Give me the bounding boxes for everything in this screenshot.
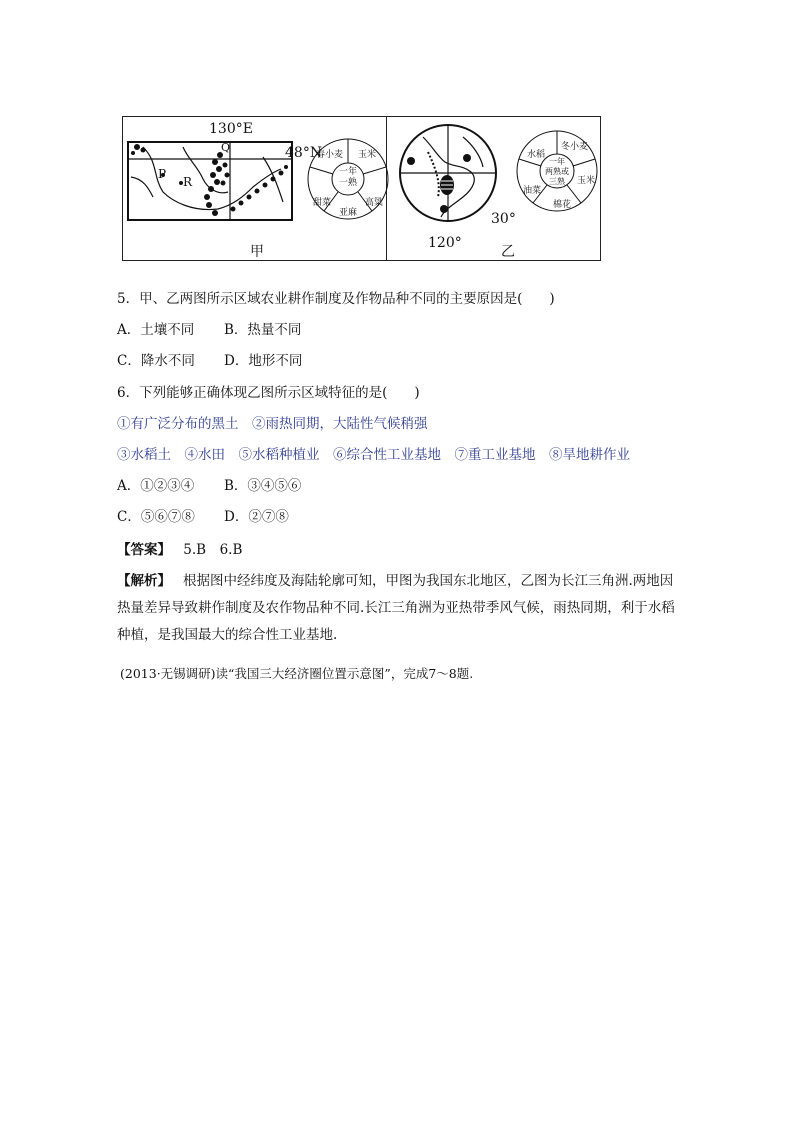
right-wheel-item-3: 棉花 [553, 200, 572, 210]
answer-text: 5.B 6.B [183, 542, 243, 558]
right-wheel-item-5: 水稻 [527, 150, 546, 160]
left-wheel-item-2: 玉米 [358, 150, 377, 160]
q6-option-d: D．②⑦⑧ [224, 509, 289, 525]
left-wheel-item-3: 高粱 [365, 198, 384, 208]
analysis-text: 根据图中经纬度及海陆轮廓可知，甲图为我国东北地区，乙图为长江三角洲.两地因热量差异导致耕作制度及农作物品种不同.长江三角洲为亚热带季风气候，雨热同期，利于水稻种植，是我国最大的综合性工业基地. [117, 573, 675, 643]
right-wheel-item-4: 油菜 [523, 186, 542, 196]
q6-option-a: A．①②③④ [117, 478, 195, 494]
left-wheel-item-1: 春小麦 [316, 150, 344, 160]
left-wheel-item-5: 甜菜 [313, 198, 332, 208]
q6-option-b: B．③④⑤⑥ [224, 478, 302, 494]
answer-label: 【答案】 [117, 542, 171, 558]
q5-option-b: B．热量不同 [224, 322, 302, 338]
lon-label-left: 130°E [209, 121, 253, 137]
mountain-marks [131, 144, 288, 216]
next-question-intro: (2013·无锡调研)读“我国三大经济圈位置示意图”，完成7～8题. [120, 666, 474, 681]
q6-stem: 6．下列能够正确体现乙图所示区域特征的是( ) [117, 385, 420, 401]
right-caption: 乙 [501, 244, 515, 260]
right-wheel-item-1: 冬小麦 [561, 142, 589, 152]
right-wheel-item-2: 玉米 [577, 176, 596, 186]
q6-option-c: C．⑤⑥⑦⑧ [117, 509, 195, 525]
map-figure [122, 116, 601, 261]
answer-line [117, 540, 242, 560]
lat-label-left: 48°N [285, 145, 323, 161]
right-wheel-center: 一年 两熟或 三熟 [545, 157, 569, 186]
point-q-label: Q [221, 141, 231, 154]
point-r-label: R [183, 175, 193, 189]
q5-option-a: A．土壤不同 [117, 322, 195, 338]
q5-option-c: C．降水不同 [117, 353, 195, 369]
q5-stem: 5．甲、乙两图所示区域农业耕作制度及作物品种不同的主要原因是( ) [117, 291, 555, 307]
q6-items-line1: ①有广泛分布的黑土 ②雨热同期，大陆性气候稍强 [117, 416, 428, 432]
q6-items-line2: ③水稻土 ④水田 ⑤水稻种植业 ⑥综合性工业基地 ⑦重工业基地 ⑧旱地耕作业 [117, 447, 630, 463]
northeast-map [128, 142, 292, 220]
point-p-label: P [158, 167, 167, 181]
yangtze-map [400, 125, 496, 221]
analysis-paragraph [117, 568, 682, 649]
lat-label-right: 30° [491, 211, 516, 227]
lon-label-right: 120° [428, 235, 462, 251]
analysis-label: 【解析】 [117, 573, 171, 589]
left-caption: 甲 [250, 244, 264, 260]
left-wheel-center: 一年 一熟 [339, 167, 358, 188]
left-wheel-item-4: 亚麻 [339, 208, 358, 218]
q5-option-d: D．地形不同 [224, 353, 303, 369]
